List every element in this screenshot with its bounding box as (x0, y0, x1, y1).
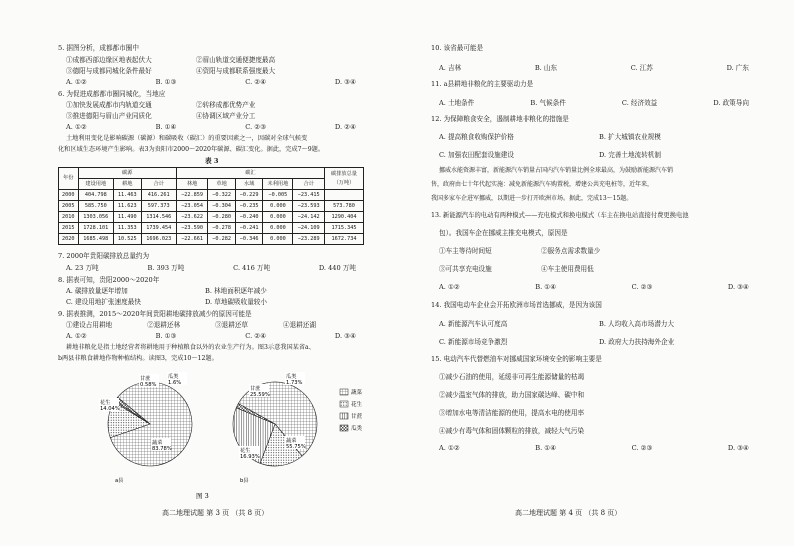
q15-opt-3: ③增加水电等清洁能源的使用，提高水电的使用率 (439, 409, 585, 417)
q9-choices (66, 332, 356, 340)
pie-b-slice-pct-0: 55.75% (286, 444, 306, 450)
pie-b-slice-name-3: 瓜类 (286, 374, 297, 380)
q6-choice-c[interactable]: C. ②③ (245, 123, 267, 131)
intro-13-15-line-1: 挪威水能资源丰富，新能源汽车销量占国内汽车销量比例全球最高，为鼓励新能源汽车销 (439, 167, 674, 174)
legend-label: 蔬菜 (351, 390, 363, 396)
q15-opt-1: ①减少石油的使用，延缓非可再生能源储量的枯竭 (439, 373, 585, 381)
q11-choice-c[interactable]: C. 经济效益 (621, 99, 658, 107)
q9-opt-4: ④退耕还湖 (283, 321, 316, 329)
q15-choice-c[interactable]: C. ②③ (631, 444, 653, 452)
intro-7-9-line-1: 土地利用变化是影响碳源（碳源）和碳吸收（碳汇）的重要因素之一，因碳对全球气候变 (66, 135, 308, 142)
q13-choices (439, 283, 749, 291)
table-cell: 1314.546 (141, 212, 176, 223)
q11-choice-a[interactable]: A. 土地条件 (439, 99, 475, 107)
legend-label: 瓜类 (351, 426, 363, 432)
table-cell: 10.525 (114, 234, 142, 245)
table-cell-year: 2015 (59, 223, 79, 234)
q15-choice-a[interactable]: A. ①② (439, 444, 460, 452)
th-cropland: 耕地 (114, 179, 142, 190)
q9-opt-1: ①建设占用耕地 (66, 321, 113, 329)
q14-opt-c[interactable]: C. 新能源市场竞争激烈 (439, 338, 508, 346)
table-cell: 1685.498 (78, 234, 113, 245)
q12-stem: 12. 为保障粮食安全，遏制耕地非粮化的措施是 (431, 115, 569, 123)
q6-opt-2: ②转移成都优势产业 (196, 101, 256, 109)
th-carbon-source: 碳源 (78, 168, 176, 179)
table-cell: −23.622 (176, 212, 207, 223)
q8-opt-c[interactable]: C. 建设用地扩张速度最快 (66, 298, 141, 306)
q9-choice-c[interactable]: C. ②④ (245, 332, 267, 340)
table-cell: −0.241 (235, 223, 263, 234)
q7-choice-a[interactable]: A. 23 万吨 (66, 264, 99, 272)
table-cell: −0.304 (208, 201, 236, 212)
table-cell: −0.278 (208, 223, 236, 234)
pie-b-slice-name-1: 花生 (240, 448, 251, 454)
table-cell: −0.240 (235, 212, 263, 223)
q10-choice-c[interactable]: C. 江苏 (630, 64, 653, 72)
q9-opts (66, 321, 316, 329)
table-cell: −24.109 (293, 223, 325, 234)
q12-opt-b[interactable]: B. 扩大城镇农业规模 (599, 133, 661, 141)
q9-opt-3: ③退耕还草 (215, 321, 249, 329)
th-sink-sum: 合计 (293, 179, 325, 190)
th-year: 年份 (59, 168, 79, 190)
table-cell: −23.289 (293, 234, 325, 245)
table-row (59, 201, 364, 212)
q6-choices (66, 123, 356, 131)
q13-stem-line-2: 包）。我国车企在挪威主推充电模式，原因是 (439, 229, 568, 237)
table-cell: 1290.404 (325, 212, 364, 223)
q13-choice-d[interactable]: D. ③④ (727, 283, 749, 291)
q12-opt-c[interactable]: C. 加强农田配套设施建设 (439, 151, 514, 159)
table-cell (325, 190, 364, 201)
th-forest: 林地 (176, 179, 207, 190)
table-cell: −22.859 (176, 190, 207, 201)
pie-b-slice-pct-3: 1.73% (286, 380, 303, 386)
exam-page-4 (397, 0, 794, 546)
q7-stem: 7. 2000年贵阳碳排放总量约为 (58, 252, 150, 260)
q5-opt-2: ②眉山轨道交通便捷度最高 (196, 56, 276, 64)
q9-choice-d[interactable]: D. ③④ (334, 332, 356, 340)
pie-b-slice-name-0: 蔬菜 (286, 438, 297, 444)
q14-stem: 14. 我国电动车企业会开拓欧洲市场首选挪威，是因为该国 (431, 301, 602, 309)
q9-choice-a[interactable]: A. ①② (66, 332, 87, 340)
table-cell: 573.780 (325, 201, 364, 212)
q6-opt-3: ③推进德阳与眉山产业同质化 (66, 112, 152, 120)
pie-b-slice-pct-2: 25.59% (250, 392, 270, 398)
intro-10-12-line-1: 耕地非粮化是指土地经营者将耕地用于种植粮食以外的农业生产行为。图3示意我国某省a、 (66, 344, 315, 351)
figure-3-title: 图 3 (196, 492, 209, 500)
q13-opt-4: ④车主使用费用低 (541, 265, 594, 273)
q12-opt-d[interactable]: D. 完善土地流转机制 (599, 151, 661, 159)
table-header-row-1 (59, 168, 364, 179)
q13-choice-b[interactable]: B. ①④ (535, 283, 557, 291)
intro-10-12-line-2: b两县非粮食耕地作物种植结构。读图3，完成10～12题。 (58, 355, 218, 362)
table-row (59, 234, 364, 245)
q15-opt-4: ④减少有毒气体和固体颗粒的排放，减轻大气污染 (439, 427, 585, 435)
table-cell: 404.798 (78, 190, 113, 201)
pie-a-slice-pct-3: 1.6% (168, 380, 182, 386)
legend-swatch (340, 401, 348, 407)
table-row (59, 223, 364, 234)
table-cell: −0.235 (235, 201, 263, 212)
pie-a-slice-name-3: 瓜类 (168, 374, 179, 380)
q15-choice-d[interactable]: D. ③④ (727, 444, 749, 452)
th-construction: 建设用地 (78, 179, 113, 190)
table-cell: 1728.101 (78, 223, 113, 234)
q6-opt-4: ④协调区域产业分工 (196, 112, 256, 120)
table-cell: 0.000 (263, 201, 293, 212)
table-cell: −23.593 (293, 201, 325, 212)
q7-choices (66, 264, 356, 272)
legend-label: 甘蔗 (351, 414, 363, 420)
th-carbon-sink: 碳汇 (176, 168, 324, 179)
q6-choice-b[interactable]: B. ①④ (155, 123, 177, 131)
pie-a-slice-pct-1: 14.04% (100, 406, 120, 412)
q13-opt-1: ①车主等待时间短 (439, 247, 492, 255)
q8-opt-a[interactable]: A. 碳排放量逐年增加 (66, 287, 128, 295)
table-cell: 0.000 (263, 223, 293, 234)
table-cell: 0.000 (263, 212, 293, 223)
th-source-sum: 合计 (141, 179, 176, 190)
q10-choice-a[interactable]: A. 吉林 (439, 64, 462, 72)
table-cell: −23.054 (176, 201, 207, 212)
footer-page-4: 高二地理试题 第 4 页 （共 8 页） (515, 509, 622, 517)
table-row (59, 190, 364, 201)
pie-a-slice-pct-0: 83.78% (152, 446, 172, 452)
table-body (59, 190, 364, 245)
q14-opt-b[interactable]: B. 人均收入高市场潜力大 (599, 320, 674, 328)
q5-opt-4: ④资阳与成都联系强度最大 (196, 67, 276, 75)
q10-choice-b[interactable]: B. 山东 (534, 64, 558, 72)
q14-opt-a[interactable]: A. 新能源汽车认可度高 (439, 320, 508, 328)
pie-b-county (233, 372, 317, 466)
legend-swatch (340, 425, 348, 431)
q15-stem: 15. 电动汽车代替燃油车对挪威国家环境安全的影响主要是 (431, 355, 602, 363)
pie-b-label: b县 (240, 478, 249, 484)
footer-page-3: 高二地理试题 第 3 页 （共 8 页） (162, 509, 269, 517)
table-cell: 1672.734 (325, 234, 364, 245)
legend-swatch (340, 413, 348, 419)
table-cell: 416.261 (141, 190, 176, 201)
q5-stem: 5. 据图分析，成都都市圈中 (58, 44, 139, 52)
pie-b-slice-pct-1: 16.93% (240, 454, 260, 460)
q13-opt-2: ②服务点需求数量少 (541, 247, 601, 255)
th-unused: 未利用地 (263, 179, 293, 190)
q13-choice-c[interactable]: C. ②③ (631, 283, 653, 291)
pie-a-slice-pct-2: 0.58% (140, 382, 157, 388)
th-grass: 草地 (208, 179, 236, 190)
pie-a-slice-name-2: 甘蔗 (140, 376, 151, 382)
q13-opt-3: ③可共享充电设施 (439, 265, 492, 273)
table-cell: 11.463 (114, 190, 142, 201)
table-cell: −22.661 (176, 234, 207, 245)
q11-stem: 11. a县耕地非粮化的主要驱动力是 (431, 80, 534, 88)
q11-choice-d[interactable]: D. 政策导向 (713, 99, 749, 107)
legend-label: 花生 (351, 402, 363, 408)
pie-a-county (99, 372, 192, 466)
table-cell: −0.280 (208, 212, 236, 223)
table-cell-year: 2005 (59, 201, 79, 212)
table-row (59, 212, 364, 223)
intro-13-15-line-2: 售，政府由七十年代起实施：减免新能源汽车购置税，增建公共充电桩等，近年来， (431, 181, 654, 188)
pie-a-slice-name-1: 花生 (100, 400, 111, 406)
q10-choice-d[interactable]: D. 广东 (726, 64, 749, 72)
q8-opt-b[interactable]: B. 林地面积逐年减少 (205, 287, 267, 295)
q6-opt-1: ①加快发展成都市内轨道交通 (66, 101, 152, 109)
table-cell-year: 2020 (59, 234, 79, 245)
q14-opt-d[interactable]: D. 政府大力扶持海外企业 (599, 338, 675, 346)
table-cell: −24.142 (293, 212, 325, 223)
q11-choices (439, 99, 749, 107)
table-header-row-2 (59, 179, 364, 190)
table-cell: −0.322 (208, 190, 236, 201)
q5-choice-a[interactable]: A. ①② (66, 78, 87, 86)
table-cell: −23.590 (176, 223, 207, 234)
table-title: 表 3 (205, 157, 219, 165)
th-total: 碳排放总量（万吨） (325, 168, 364, 190)
q5-opt-1: ①成都西部边缘区地表起伏大 (66, 56, 152, 64)
q9-choice-b[interactable]: B. ①③ (155, 332, 177, 340)
intro-7-9-line-2: 化和区域生态环境产生影响。表3为贵阳市2000～2020年碳源、碳汇变化。据此，完成7～9题。 (58, 146, 325, 153)
table-cell: 585.750 (78, 201, 113, 212)
figure-3-pies (90, 364, 390, 504)
q13-stem-line-1: 13. 新能源汽车的电动有两种模式——充电模式和换电模式（车主在换电站直接付费更换电池 (431, 212, 689, 219)
q5-opt-3: ③德阳与成都同城化条件最好 (66, 67, 152, 75)
table-cell: 1739.454 (141, 223, 176, 234)
table-cell: −0.282 (208, 234, 236, 245)
q5-choice-d[interactable]: D. ③④ (334, 78, 356, 86)
table-cell: −0.346 (235, 234, 263, 245)
th-water: 水域 (235, 179, 263, 190)
q15-choices (439, 444, 749, 452)
table-cell-year: 2000 (59, 190, 79, 201)
q9-stem: 9. 据表推测，2015～2020年间贵阳耕地碳排放减少的原因可能是 (58, 310, 252, 318)
q13-choice-a[interactable]: A. ①② (439, 283, 460, 291)
table-cell: 11.353 (114, 223, 142, 234)
q15-choice-b[interactable]: B. ①④ (535, 444, 557, 452)
carbon-table (58, 167, 364, 245)
table-cell: −23.415 (293, 190, 325, 201)
table-cell: −0.005 (263, 190, 293, 201)
pie-b-slice-name-2: 甘蔗 (250, 386, 261, 392)
table-cell: 1696.023 (141, 234, 176, 245)
q7-choice-c[interactable]: C. 416 万吨 (233, 264, 271, 272)
pie-a-slice-name-0: 蔬菜 (152, 440, 163, 446)
table-cell: 1715.345 (325, 223, 364, 234)
q5-choice-b[interactable]: B. ①③ (155, 78, 177, 86)
figure-3-legend (340, 388, 363, 432)
q10-choices (439, 64, 749, 72)
table-cell: −0.229 (235, 190, 263, 201)
table-cell-year: 2010 (59, 212, 79, 223)
table-cell: 11.490 (114, 212, 142, 223)
q6-stem: 6. 为促进成都都市圈同城化，当地应 (58, 90, 166, 98)
q8-opt-d[interactable]: D. 草地碳吸收量较小 (205, 298, 267, 306)
legend-swatch (340, 389, 348, 395)
table-cell: 1303.056 (78, 212, 113, 223)
q9-opt-2: ②退耕还林 (147, 321, 181, 329)
q12-opt-a[interactable]: A. 提高粮食收购保护价格 (439, 133, 514, 141)
q5-choices (66, 78, 356, 86)
q6-choice-a[interactable]: A. ①② (66, 123, 87, 131)
table-cell: 597.373 (141, 201, 176, 212)
q8-stem: 8. 据表可知，贵阳2000～2020年 (58, 276, 160, 284)
q6-choice-d[interactable]: D. ②④ (334, 123, 356, 131)
q7-choice-b[interactable]: B. 393 万吨 (147, 264, 185, 272)
q7-choice-d[interactable]: D. 440 万吨 (318, 264, 356, 272)
pie-a-label: a县 (115, 478, 124, 484)
q11-choice-b[interactable]: B. 气候条件 (530, 99, 566, 107)
q10-stem: 10. 该省最可能是 (431, 44, 484, 52)
intro-13-15-line-3: 我国多家车企进军挪威，以期进一步打开欧洲市场。据此，完成13～15题。 (431, 195, 633, 202)
q5-choice-c[interactable]: C. ②④ (245, 78, 267, 86)
q15-opt-2: ②减少温室气体的排放，助力国家碳达峰、碳中和 (439, 391, 585, 399)
table-cell: 11.623 (114, 201, 142, 212)
table-cell: 0.000 (263, 234, 293, 245)
